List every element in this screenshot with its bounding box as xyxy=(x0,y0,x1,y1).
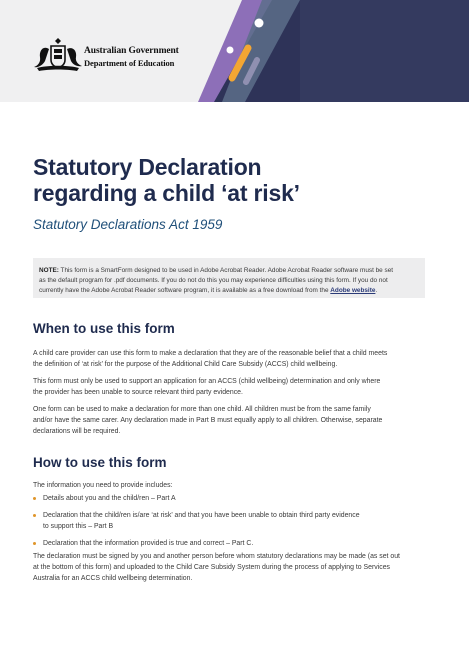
when-paragraph-1 xyxy=(33,348,425,370)
adobe-website-link[interactable]: Adobe website xyxy=(330,287,376,295)
bullet-icon xyxy=(33,542,36,545)
note-line-3: currently have the Adobe Acrobat Reader software program, it is available as a free download from the xyxy=(39,287,331,295)
title-line-2: regarding a child ‘at risk’ xyxy=(33,180,300,206)
bullet-text-2-line-2: to support this – Part B xyxy=(43,523,114,530)
when-p3-line-3: declarations will be required. xyxy=(33,428,121,435)
department-name: Department of Education xyxy=(84,58,175,68)
note-box xyxy=(33,258,425,298)
note-label: NOTE: xyxy=(39,267,59,274)
government-wordmark xyxy=(84,45,179,69)
list-item xyxy=(33,510,425,532)
note-line-1: This form is a SmartForm designed to be used in Adobe Acrobat Reader. Adobe Acrobat Reader software must be set xyxy=(58,267,394,274)
when-paragraph-2 xyxy=(33,376,425,398)
how-paragraph xyxy=(33,551,425,584)
when-p3-line-1: One form can be used to make a declaration for more than one child. All children must be from the same family xyxy=(33,406,371,413)
when-paragraph-3 xyxy=(33,404,425,437)
when-p2-line-2: the provider has been unable to source relevant third party evidence. xyxy=(33,389,243,396)
title-line-1: Statutory Declaration xyxy=(33,154,262,180)
when-p1-line-2: the definition of ‘at risk’ for the purpose of the Additional Child Care Subsidy (ACCS) child wellbeing. xyxy=(33,361,338,368)
bullet-icon xyxy=(33,514,36,517)
note-line-2: as the default program for .pdf documents. If you do not do this you may experience difficulties using this form. If you do not xyxy=(39,277,388,285)
bullet-text-3: Declaration that the information provided is true and correct – Part C. xyxy=(43,540,254,547)
page-subtitle: Statutory Declarations Act 1959 xyxy=(33,217,223,232)
gov-name: Australian Government xyxy=(84,46,179,56)
coat-of-arms-logo xyxy=(33,37,83,75)
how-p-line-2: at the bottom of this form) and uploaded to the Child Care Subsidy System during the process of applying to Services xyxy=(33,564,390,571)
how-intro: The information you need to provide includes: xyxy=(33,482,173,489)
bullet-icon xyxy=(33,497,36,500)
bullet-text-1: Details about you and the child/ren – Part A xyxy=(43,495,176,502)
list-item xyxy=(33,493,425,504)
how-heading: How to use this form xyxy=(33,455,167,470)
how-p-line-3: Australia for an ACCS child wellbeing determination. xyxy=(33,575,193,582)
header-banner xyxy=(0,0,469,102)
bullet-text-2-line-1: Declaration that the child/ren is/are ‘at risk’ and that you have been unable to obtain third party evidence xyxy=(43,512,360,519)
list-item xyxy=(33,538,425,549)
how-p-line-1: The declaration must be signed by you and another person before whom statutory declarations may be made (as set out xyxy=(33,553,400,560)
page-title xyxy=(33,154,433,206)
when-p2-line-1: This form must only be used to support an application for an ACCS (child wellbeing) determination and only where xyxy=(33,378,381,385)
when-p3-line-2: and/or have the same carer. Any declaration made in Part B must equally apply to all children. Otherwise, separate xyxy=(33,417,383,424)
how-bullet-list xyxy=(33,493,425,549)
when-heading: When to use this form xyxy=(33,321,175,336)
note-end: . xyxy=(375,287,378,295)
when-p1-line-1: A child care provider can use this form to make a declaration that they are of the reasonable belief that a child meets xyxy=(33,350,388,357)
